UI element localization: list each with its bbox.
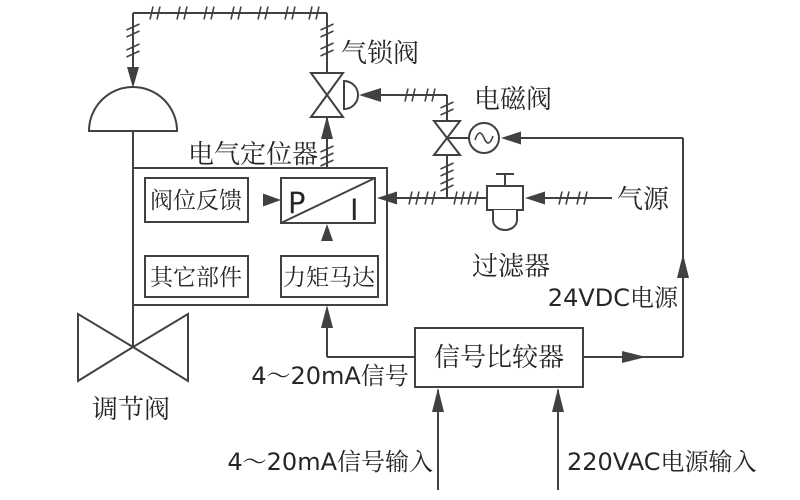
pi-p-label: P [288,186,306,220]
arrow-into-positioner-bottom [321,305,333,328]
arrow-into-airlock-bottom [321,116,333,139]
arrow-signal-input [432,388,444,412]
arrow-into-airlock-actuator [359,88,381,102]
torque-motor-label: 力矩马达 [283,265,375,291]
dc24-power-label: 24VDC电源 [547,284,678,312]
actuator-dome-symbol [89,87,177,131]
arrow-into-solenoid [501,132,521,145]
arrow-up-dc24-riser [677,254,689,278]
air-lock-valve-label: 气锁阀 [341,39,420,69]
filter-label: 过滤器 [472,252,551,282]
solenoid-valve-label: 电磁阀 [474,85,553,115]
airlock-actuator-d [344,81,358,109]
air-lock-valve-symbol [311,73,358,117]
valve-feedback-label: 阀位反馈 [150,188,242,214]
control-valve-label: 调节阀 [91,395,171,425]
arrow-into-filter [525,192,545,205]
signal-input-label: 4～20mA信号输入 [227,448,433,476]
signal-4-20ma-label: 4～20mA信号 [251,362,409,390]
air-source-label: 气源 [617,185,670,215]
filter-symbol [487,174,523,230]
signal-comparator-label: 信号比较器 [433,343,565,373]
arrow-comparator-output [622,351,646,363]
pi-i-label: I [350,193,359,227]
positioner-label: 电气定位器 [188,140,319,170]
other-components-label: 其它部件 [150,265,242,291]
arrow-power-input [552,388,564,412]
power-input-label: 220VAC电源输入 [567,448,757,476]
arrow-into-dome [127,67,139,88]
